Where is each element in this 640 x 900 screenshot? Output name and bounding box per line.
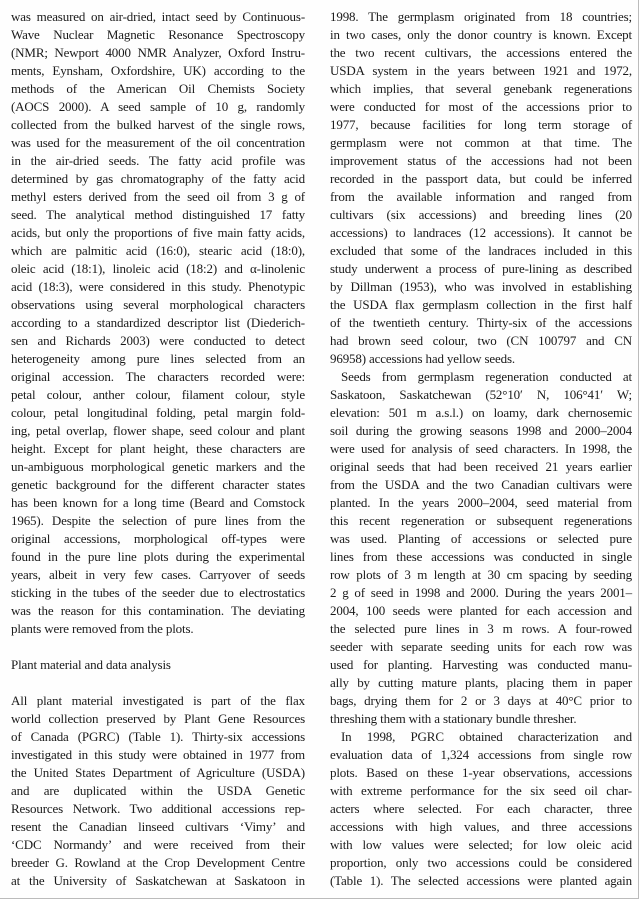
text-line: acid (18:3), were considered in this study. Phenotypic: [11, 279, 305, 294]
text-line: the two recent cultivars, the accessions entered the: [330, 45, 632, 60]
text-line: un-ambiguous morphological genetic markers and the: [11, 459, 305, 474]
text-line: of the twentieth century. Thirty-six of the accessions: [330, 315, 632, 330]
text-line: has been known for a long time (Beard and Comstock: [11, 495, 305, 510]
text-line: by Dillman (1953), who was involved in establishing: [330, 279, 632, 294]
text-line: original accessions, morphological off-types were: [11, 531, 305, 546]
text-line: elevation: 501 m a.s.l.) on loamy, dark chernosemic: [330, 405, 632, 420]
text-line: In 1998, PGRC obtained characterization and: [341, 729, 632, 744]
text-line: acids, but only the proportions of five main fatty acids,: [11, 225, 305, 240]
text-line: used for planting. Harvesting was conducted manu-: [330, 657, 632, 672]
text-line: from the available information and ranged from: [330, 189, 632, 204]
right-column: [330, 8, 632, 890]
text-line: improvement status of the accessions had not been: [330, 153, 632, 168]
text-line: breeder G. Rowland at the Crop Development Centre: [11, 855, 305, 870]
text-line: which are palmitic acid (16:0), stearic acid (18:0),: [11, 243, 305, 258]
text-line: the USDA flax germplasm collection in the first half: [330, 297, 632, 312]
text-line: seeder with separate seeding units for each row was: [330, 639, 632, 654]
spacer: [11, 638, 305, 656]
text-line: colour, petal longitudinal folding, petal margin fold-: [11, 405, 305, 420]
text-line: in two cases, only the donor country is known. Except: [330, 27, 632, 42]
text-line: petal colour, anther colour, filament colour, style: [11, 387, 305, 402]
text-line: threshing them with a stationary bundle thresher.: [330, 711, 577, 726]
text-line: the selected pure lines in 3 m rows. A four-rowed: [330, 621, 632, 636]
text-line: Seeds from germplasm regeneration conducted at: [341, 369, 632, 384]
text-line: ‘CDC Normandy’ and were received from their: [11, 837, 305, 852]
text-line: soil during the growing seasons 1998 and 2000–2004: [330, 423, 632, 438]
text-line: bags, drying them for 2 or 3 days at 40°C prior to: [330, 693, 632, 708]
text-line: was used for the measurement of the oil concentration: [11, 135, 305, 150]
paragraph: [330, 368, 632, 728]
text-line: sen and Richards 2003) were conducted to detect: [11, 333, 305, 348]
text-line: collected from the bulked harvest of the single rows,: [11, 117, 305, 132]
text-line: observations using several morphological characters: [11, 297, 305, 312]
text-line: was the reason for this contamination. The deviating: [11, 603, 305, 618]
text-line: proportion, only two accessions could be considered: [330, 855, 632, 870]
text-line: (AOCS 2000). A seed sample of 10 g, randomly: [11, 99, 305, 114]
text-line: methods of the American Oil Chemists Society: [11, 81, 305, 96]
text-line: years, albeit in very few cases. Carryover of seeds: [11, 567, 305, 582]
text-line: methyl esters derived from the seed oil from 3 g of: [11, 189, 305, 204]
text-line: sticking in the tubes of the seeder due to electrostatics: [11, 585, 305, 600]
text-line: at the University of Saskatchewan at Saskatoon in: [11, 873, 305, 888]
text-line: were conducted for most of the accessions prior to: [330, 99, 632, 114]
text-line: 2 g of seed in 1998 and 2000. During the years 2001–: [330, 585, 632, 600]
text-line: row plots of 3 m length at 30 cm spacing by seeding: [330, 567, 632, 582]
text-line: oleic acid (18:1), linoleic acid (18:2) and α-linolenic: [11, 261, 305, 276]
text-line: 96958) accessions had yellow seeds.: [330, 351, 516, 366]
text-line: original accession. The characters recorded were:: [11, 369, 305, 384]
text-line: acters where selected. For each character, three: [330, 801, 632, 816]
text-line: All plant material investigated is part of the flax: [11, 693, 305, 708]
text-line: heterogeneity among pure lines selected from an: [11, 351, 305, 366]
text-line: world collection preserved by Plant Gene Resources: [11, 711, 305, 726]
text-line: ally by cutting mature plants, placing them in paper: [330, 675, 632, 690]
text-line: had brown seed colour, two (CN 100797 and CN: [330, 333, 632, 348]
text-line: in the air-dried seeds. The fatty acid profile was: [11, 153, 305, 168]
text-line: Resources Network. Two additional accessions rep-: [11, 801, 305, 816]
paragraph: [330, 728, 632, 890]
text-line: 2004, 100 seeds were planted for each accession and: [330, 603, 632, 618]
section-heading: Plant material and data analysis: [11, 657, 171, 672]
text-line: found in the pure line plots during the experimental: [11, 549, 305, 564]
text-line: with extreme performance for the six seed oil char-: [330, 783, 632, 798]
paragraph: [11, 8, 305, 638]
spacer: [11, 674, 305, 692]
text-line: with low values were selected; for low oleic acid: [330, 837, 632, 852]
text-line: according to a standardized descriptor list (Diederich-: [11, 315, 305, 330]
text-line: cultivars (six accessions) and breeding lines (20: [330, 207, 632, 222]
text-line: determined by gas chromatography of the fatty acid: [11, 171, 305, 186]
text-line: original seeds that had been received 21 years earlier: [330, 459, 632, 474]
text-line: investigated in this study were obtained in 1977 from: [11, 747, 305, 762]
text-line: of Canada (PGRC) (Table 1). Thirty-six accessions: [11, 729, 305, 744]
text-line: ments, Eynsham, Oxfordshire, UK) according to the: [11, 63, 305, 78]
text-line: planted. In the years 2000–2004, seed material from: [330, 495, 632, 510]
text-line: ing, petal overlap, flower shape, seed colour and plant: [11, 423, 305, 438]
text-line: Wave Nuclear Magnetic Resonance Spectroscopy: [11, 27, 305, 42]
text-line: lines from these accessions was conducted in single: [330, 549, 632, 564]
text-line: which implies, that several genebank regenerations: [330, 81, 632, 96]
text-line: evaluation data of 1,324 accessions from single row: [330, 747, 632, 762]
text-line: 1965). Despite the selection of pure lines from the: [11, 513, 305, 528]
text-line: plots. Based on these 1-year observations, accessions: [330, 765, 632, 780]
text-line: (NMR; Newport 4000 NMR Analyzer, Oxford Instru-: [11, 45, 305, 60]
text-line: was used. Planting of accessions or selected pure: [330, 531, 632, 546]
text-line: this recent regeneration or subsequent regenerations: [330, 513, 632, 528]
paragraph: [330, 8, 632, 368]
text-line: study underwent a process of pure-lining as described: [330, 261, 632, 276]
text-line: accessions with high values, and three accessions: [330, 819, 632, 834]
left-column: [11, 8, 305, 890]
text-line: accessions) to landraces (12 accessions). It cannot be: [330, 225, 632, 240]
text-line: plants were removed from the plots.: [11, 621, 194, 636]
paragraph: [11, 692, 305, 890]
text-line: (Table 1). The selected accessions were planted again: [330, 873, 632, 888]
text-line: germplasm were not common at that time. The: [330, 135, 632, 150]
text-line: USDA system in the years between 1921 and 1972,: [330, 63, 632, 78]
text-line: were used for analysis of seed characters. In 1998, the: [330, 441, 632, 456]
text-line: resent the Canadian linseed cultivars ‘Vimy’ and: [11, 819, 305, 834]
text-line: Saskatoon, Saskatchewan (52°10′ N, 106°41′ W;: [330, 387, 632, 402]
text-line: genetic background for the different character states: [11, 477, 305, 492]
text-line: the United States Department of Agriculture (USDA): [11, 765, 305, 780]
text-line: 1998. The germplasm originated from 18 countries;: [330, 9, 632, 24]
text-line: from the USDA and the two Canadian cultivars were: [330, 477, 632, 492]
text-line: was measured on air-dried, intact seed by Continuous-: [11, 9, 305, 24]
text-line: seed. The analytical method distinguished 17 fatty: [11, 207, 305, 222]
text-line: and are duplicated within the USDA Genetic: [11, 783, 305, 798]
text-line: 1977, because facilities for long term storage of: [330, 117, 632, 132]
text-line: height. Except for plant height, these characters are: [11, 441, 305, 456]
text-line: excluded that some of the landraces included in this: [330, 243, 632, 258]
text-line: recorded in the passport data, but could be inferred: [330, 171, 632, 186]
